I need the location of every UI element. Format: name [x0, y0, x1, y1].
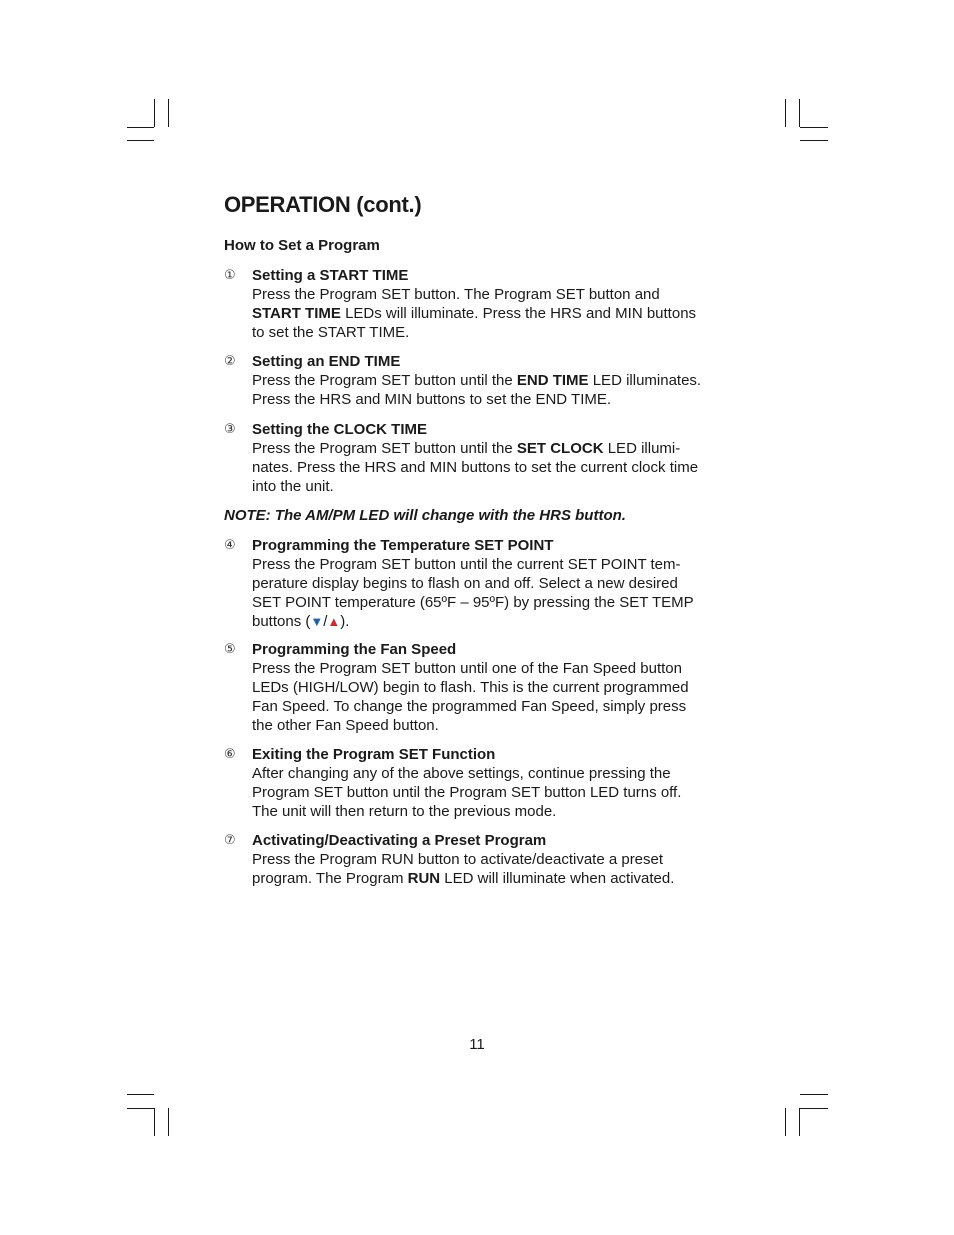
step-text: program. The Program RUN LED will illuminate when activated.	[252, 870, 675, 887]
step-heading: Programming the Fan Speed	[252, 641, 457, 658]
step-3	[224, 420, 734, 496]
step-text: LEDs (HIGH/LOW) begin to flash. This is the current programmed	[252, 679, 689, 696]
bold-term: RUN	[407, 870, 441, 887]
step-text: Program SET button until the Program SET button LED turns off.	[252, 784, 682, 801]
step-6	[224, 745, 734, 821]
step-text: START TIME LEDs will illuminate. Press the HRS and MIN buttons	[252, 305, 697, 322]
step-text: to set the START TIME.	[252, 324, 410, 341]
page-title: OPERATION (cont.)	[224, 192, 422, 217]
step-text: buttons (▼/▲).	[252, 613, 350, 630]
crop-mark	[127, 140, 154, 141]
step-text: nates. Press the HRS and MIN buttons to set the current clock time	[252, 459, 699, 476]
step-text: into the unit.	[252, 478, 334, 495]
crop-mark	[168, 99, 169, 127]
page-number: 11	[469, 1036, 485, 1053]
step-text: Press the Program SET button. The Program SET button and	[252, 286, 660, 303]
step-text: Press the Program SET button until the SET CLOCK LED illumi-	[252, 440, 681, 457]
step-heading: Activating/Deactivating a Preset Program	[252, 832, 547, 849]
crop-mark	[800, 127, 828, 128]
crop-mark	[785, 99, 786, 127]
bold-term: START TIME	[252, 305, 341, 322]
step-heading: Exiting the Program SET Function	[252, 746, 496, 763]
down-arrow-icon: ▼	[310, 614, 324, 629]
crop-mark	[785, 1108, 786, 1136]
crop-mark	[127, 1094, 154, 1095]
step-number: ③	[224, 422, 236, 437]
step-number: ①	[224, 268, 236, 283]
step-text: SET POINT temperature (65ºF – 95ºF) by pressing the SET TEMP	[252, 594, 694, 611]
step-text: Press the Program SET button until the current SET POINT tem-	[252, 556, 681, 573]
step-number: ⑦	[224, 833, 236, 848]
step-heading: Setting the CLOCK TIME	[252, 421, 427, 438]
crop-mark	[800, 1094, 828, 1095]
bold-term: SET CLOCK	[516, 440, 604, 457]
step-7	[224, 831, 734, 888]
step-4	[224, 536, 734, 631]
step-number: ④	[224, 538, 236, 553]
step-text: Press the Program SET button until one of the Fan Speed button	[252, 660, 682, 677]
up-arrow-icon: ▲	[327, 614, 341, 629]
step-1	[224, 266, 734, 342]
step-text: the other Fan Speed button.	[252, 717, 439, 734]
step-text: Fan Speed. To change the programmed Fan Speed, simply press	[252, 698, 687, 715]
crop-mark	[800, 1108, 828, 1109]
bold-term: END TIME	[516, 372, 589, 389]
crop-mark	[154, 99, 155, 127]
step-number: ⑥	[224, 747, 236, 762]
step-text: After changing any of the above settings, continue pressing the	[252, 765, 671, 782]
crop-mark	[154, 1108, 155, 1136]
step-5	[224, 640, 734, 735]
step-number: ⑤	[224, 642, 236, 657]
crop-mark	[127, 1108, 154, 1109]
crop-mark	[799, 99, 800, 127]
step-text: Press the HRS and MIN buttons to set the END TIME.	[252, 391, 612, 408]
step-text: Press the Program SET button until the END TIME LED illuminates.	[252, 372, 702, 389]
step-text: Press the Program RUN button to activate/deactivate a preset	[252, 851, 664, 868]
step-number: ②	[224, 354, 236, 369]
crop-mark	[800, 140, 828, 141]
step-text: perature display begins to flash on and off. Select a new desired	[252, 575, 678, 592]
step-heading: Setting an END TIME	[252, 353, 401, 370]
step-text: The unit will then return to the previous mode.	[252, 803, 557, 820]
crop-mark	[799, 1108, 800, 1136]
step-heading: Setting a START TIME	[252, 267, 409, 284]
step-2	[224, 352, 734, 409]
section-subtitle: How to Set a Program	[224, 237, 380, 254]
crop-mark	[127, 127, 154, 128]
note-text: NOTE: The AM/PM LED will change with the HRS button.	[224, 507, 626, 524]
crop-mark	[168, 1108, 169, 1136]
step-heading: Programming the Temperature SET POINT	[252, 537, 554, 554]
